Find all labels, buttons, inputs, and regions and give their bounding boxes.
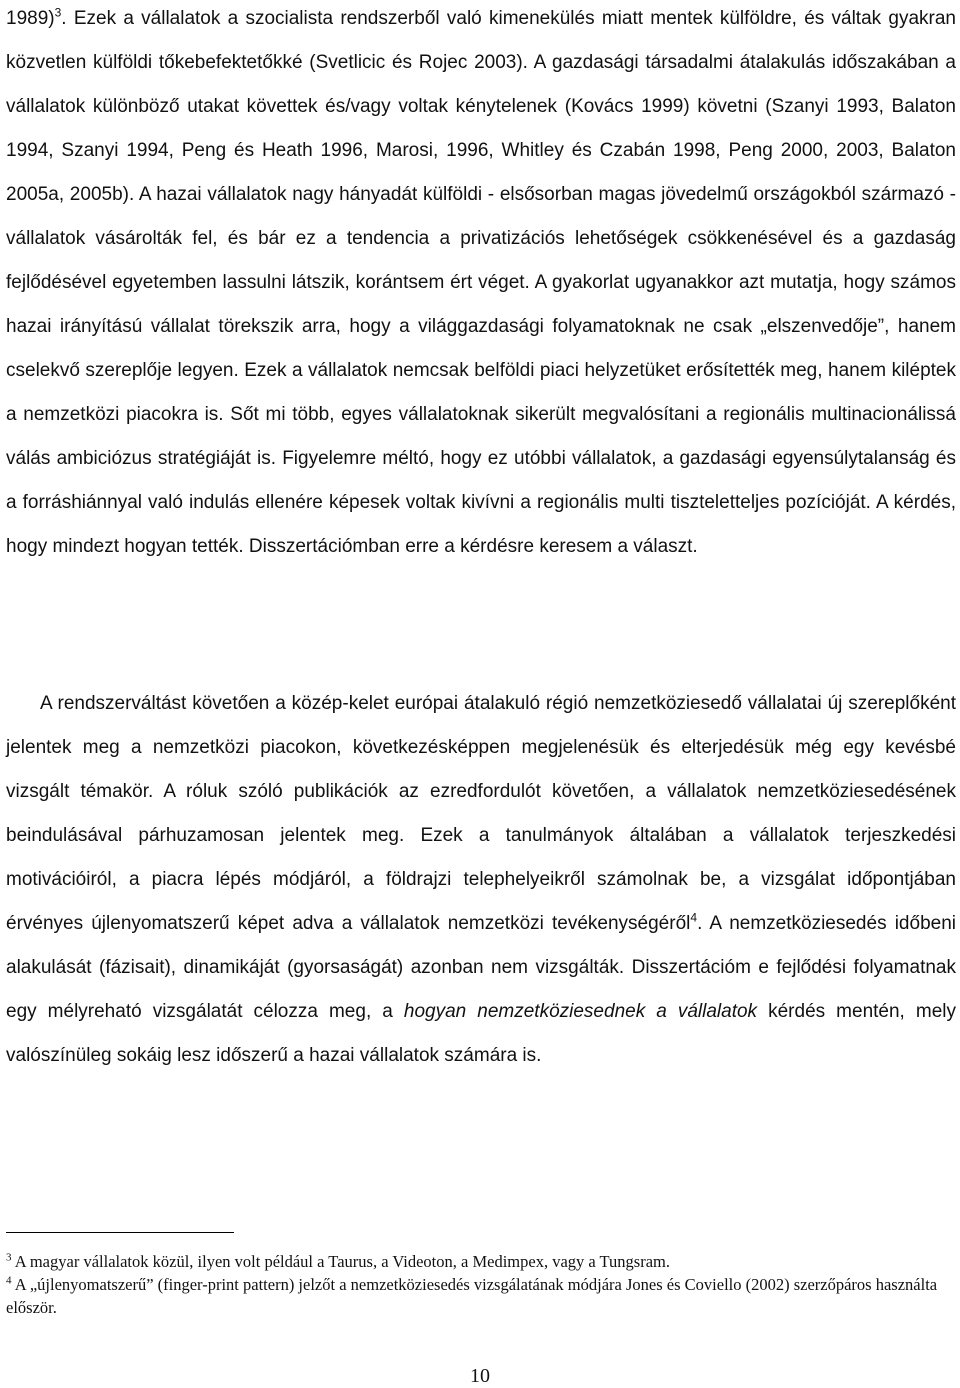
paragraph-2-part-3: kérdés mentén, mely valószínüleg sokáig lesz időszerű a hazai vállalatok számára is. <box>6 1001 956 1066</box>
footnote-3-number: 3 <box>6 1251 12 1264</box>
footnote-4-number: 4 <box>6 1274 12 1287</box>
footnote-3 <box>6 1250 950 1273</box>
footnote-ref-3[interactable]: 3 <box>54 5 62 20</box>
paragraph-2-part-2: . A nemzetköziesedés időbeni alakulását (fázisait), dinamikáját (gyorsaságát) azonban nem vizsgálták. Disszertációm e fejlődési folyamatnak egy mélyreható vizsgálatát célozza meg, a <box>6 913 956 1022</box>
footnote-separator <box>6 1232 234 1233</box>
footnote-3-text: A magyar vállalatok közül, ilyen volt például a Taurus, a Videoton, a Medimpex, vagy a Tungsram. <box>11 1252 671 1271</box>
paragraph-1-text: . Ezek a vállalatok a szocialista rendszerből való kimenekülés miatt mentek külföldre, és váltak gyakran közvetlen külföldi tőkebefektetőkké (Svetlicic és Rojec 2003). A gazdasági társadalmi átalakulás időszakában a vállalatok különböző utakat követtek és/vagy voltak kénytelenek (Kovács 1999) követni (Szanyi 1993, Balaton 1994, Szanyi 1994, Peng és Heath 1996, Marosi, 1996, Whitley és Czabán 1998, Peng 2000, 2003, Balaton 2005a, 2005b). A hazai vállalatok nagy hányadát külföldi - elsősorban magas jövedelmű országokból származó - vállalatok vásárolták fel, és bár ez a tendencia a privatizációs lehetőségek csökkenésével és a gazdaság fejlődésével egyetemben lassulni látszik, korántsem ért véget. A gyakorlat ugyanakkor azt mutatja, hogy számos hazai irányítású vállalat törekszik arra, hogy a világgazdasági folyamatoknak ne csak „elszenvedője”, hanem cselekvő szereplője legyen. Ezek a vállalatok nemcsak belföldi piaci helyzetüket erősítették meg, hanem kiléptek a nemzetközi piacokra is. Sőt mi több, egyes vállalatoknak sikerült megvalósítani a regionális multinacionálissá válás ambiciózus stratégiáját is. Figyelemre méltó, hogy ez utóbbi vállalatok, a gazdasági egyensúlytalanság és a forráshiánnyal való indulás ellenére képesek voltak kivívni a regionális multi tiszteletteljes pozícióját. A kérdés, hogy mindezt hogyan tették. Disszertációmban erre a kérdésre keresem a választ. <box>6 8 956 557</box>
paragraph-2-italic-phrase: hogyan nemzetköziesednek a vállalatok <box>403 1001 758 1022</box>
footnote-ref-4[interactable]: 4 <box>690 910 698 925</box>
footnote-4 <box>6 1273 950 1319</box>
body-paragraph-2 <box>6 682 956 1078</box>
footnote-4-text: A „újlenyomatszerű” (finger-print pattern) jelzőt a nemzetköziesedés vizsgálatának módjára Jones és Coviello (2002) szerzőpáros használta először. <box>6 1275 938 1317</box>
paragraph-2-part-1: A rendszerváltást követően a közép-kelet európai átalakuló régió nemzetköziesedő vállalatai új szereplőként jelentek meg a nemzetközi piacokon, következésképpen megjelenésük és elterjedésük még egy kevésbé vizsgált témakör. A róluk szóló publikációk az ezredfordulót követően, a vállalatok nemzetköziesedésének beindulásával párhuzamosan jelentek meg. Ezek a tanulmányok általában a vállalatok terjeszkedési motivációiról, a piacra lépés módjáról, a földrajzi telephelyeikről számolnak be, a vizsgálat időpontjában érvényes újlenyomatszerű képet adva a vállalatok nemzetközi tevékenységéről <box>6 693 956 934</box>
paragraph-1-start: 1989) <box>6 8 55 29</box>
page-number: 10 <box>470 1365 490 1387</box>
body-paragraph-1 <box>6 0 956 569</box>
